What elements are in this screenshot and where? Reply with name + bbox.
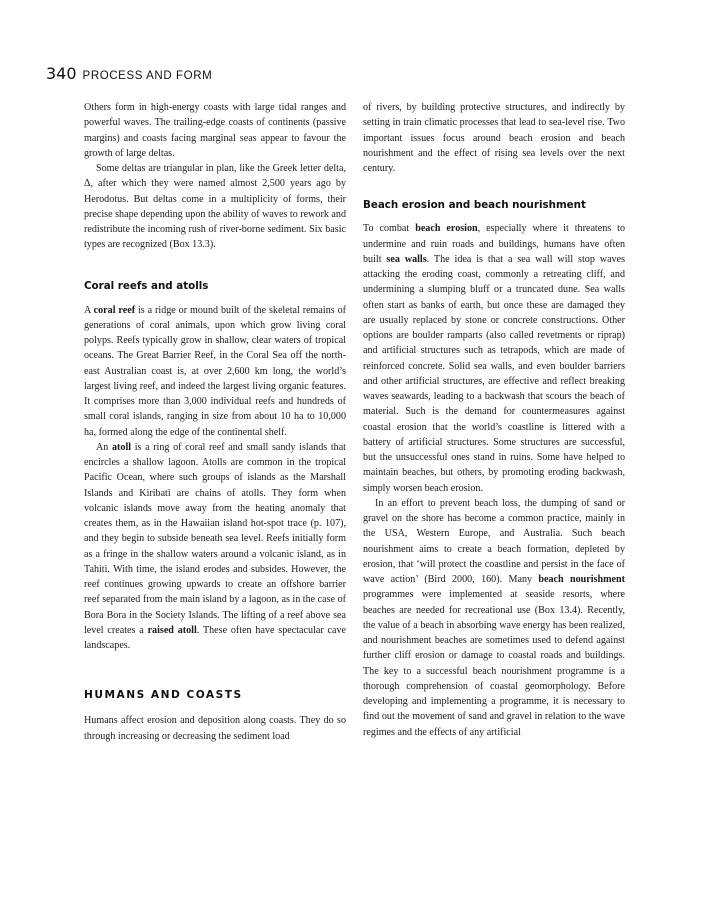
term-beach-erosion: beach erosion [415, 223, 478, 235]
term-coral-reef: coral reef [93, 304, 136, 316]
paragraph-deltas-1: Others form in high-energy coasts with large tidal ranges and powerful waves. The trailing-edge coasts of continents (passive margins) and coasts facing marginal seas appear to favour the growth of large deltas. [84, 102, 346, 159]
paragraph-beach-nourishment: In an effort to prevent beach loss, the dumping of sand or gravel on the shore has become a common practice, mainly in the USA, Western Europe, and Australia. Such beach nourishment aims to create a beach formation, depleted by erosion, that ‘will protect the coastline and persist in the face of wave action’ (Bird 2000, 160). Many beach nourishment programmes were implemented at seaside resorts, where beaches are needed for recreational use (Box 13.4). Recently, the value of a beach in absorbing wave energy has been realized, and nourishment beaches are sometimes used to defend against further cliff erosion or damage to coastal roads and buildings. The key to a successful beach nourishment programme is a thorough comprehension of coastal geomorphology. Before developing and implementing a programme, it is necessary to find out the movement of sand and gravel in relation to the wave regimes and the effects of any artificial [363, 497, 625, 738]
term-beach-nourishment: beach nourishment [538, 574, 625, 585]
term-sea-walls: sea walls [386, 253, 427, 265]
term-raised-atoll: raised atoll [147, 624, 197, 636]
paragraph-atoll: An atoll is a ring of coral reef and small sandy islands that encircles a shallow lagoon. Atolls are common in the tropical Pacific Ocean, where such groups of islands as the Marshall Islands and Kiribati are chains of atolls. They form when volcanic islands move away from the heating anomaly that creates them, as in the Hawaiian island hot-spot trace (p. 107), and they begin to subside beneath sea level. Reefs initially form as a fringe in the shallow waters around a volcanic island, as in Tahiti. With time, the island erodes and subsides. However, the reef continues growing upwards to create an offshore barrier reef separated from the main island by a lagoon, as in the case of Bora Bora in the Society Islands. The lifting of a reef above sea level creates a raised atoll. These often have spectacular cave landscapes. [84, 441, 346, 651]
paragraph-coral-reef: A coral reef is a ridge or mound built of the skeletal remains of generations of coral animals, upon which grow living coral polyps. Reefs typically grow in shallow, clear waters of tropical oceans. The Great Barrier Reef, in the Coral Sea off the north-east Australian coast is, at over 2,600 km long, the world’s largest living reef, and indeed the largest living organic features. It comprises more than 3,000 individual reefs and hundreds of small coral islands, ranging in size from about 10 ha to 10,000 ha, formed along the edge of the continental shelf. [84, 304, 346, 438]
heading-beach-erosion: Beach erosion and beach nourishment [363, 199, 586, 212]
running-head: PROCESS AND FORM [82, 70, 213, 82]
page-header [46, 64, 212, 84]
heading-coral-reefs: Coral reefs and atolls [84, 279, 209, 292]
term-atoll: atoll [111, 441, 132, 453]
paragraph-humans: Humans affect erosion and deposition along coasts. They do so through increasing or decreasing the sediment load [84, 715, 346, 742]
paragraph-rivers: of rivers, by building protective structures, and indirectly by setting in train climatic processes that lead to sea-level rise. Two important issues focus around beach erosion and beach nourishment and the effect of rising sea levels over the next century. [363, 102, 625, 174]
left-column [84, 100, 346, 744]
page-number: 340 [46, 64, 77, 83]
heading-humans-and-coasts: HUMANS AND COASTS [84, 689, 243, 702]
paragraph-beach-erosion: To combat beach erosion, especially where it threatens to undermine and ruin roads and buildings, humans have often built sea walls. The idea is that a sea wall will stop waves attacking the eroding coast, commonly a retreating cliff, and undermining a slumping bluff or a truncated dune. Sea walls often start as banks of earth, but once these are damaged they are usually replaced by stone or concrete constructions. Other options are boulder ramparts (also called revetments or riprap) and artificial structures such as tetrapods, which are made of reinforced concrete. Solid sea walls, and even boulder barriers and other artificial structures, are effective and reflect breaking waves seawards, leading to a backwash that scours the beach of material. Such is the demand for countermeasures against coastal erosion that the world’s coastline is littered with a battery of artificial structures. Some structures are successful, but the unsuccessful ones stand in ruins. Some have helped to maintain beaches, but others, by promoting eroding backwash, simply worsen beach erosion. [363, 223, 626, 494]
paragraph-deltas-2: Some deltas are triangular in plan, like the Greek letter delta, Δ, after which they were named almost 2,500 years ago by Herodotus. But deltas come in a multiplicity of forms, their precise shape depending upon the ability of waves to rework and redistribute the incoming rush of river-borne sediment. Six basic types are recognized (Box 13.3). [84, 163, 346, 251]
right-column [363, 100, 625, 740]
